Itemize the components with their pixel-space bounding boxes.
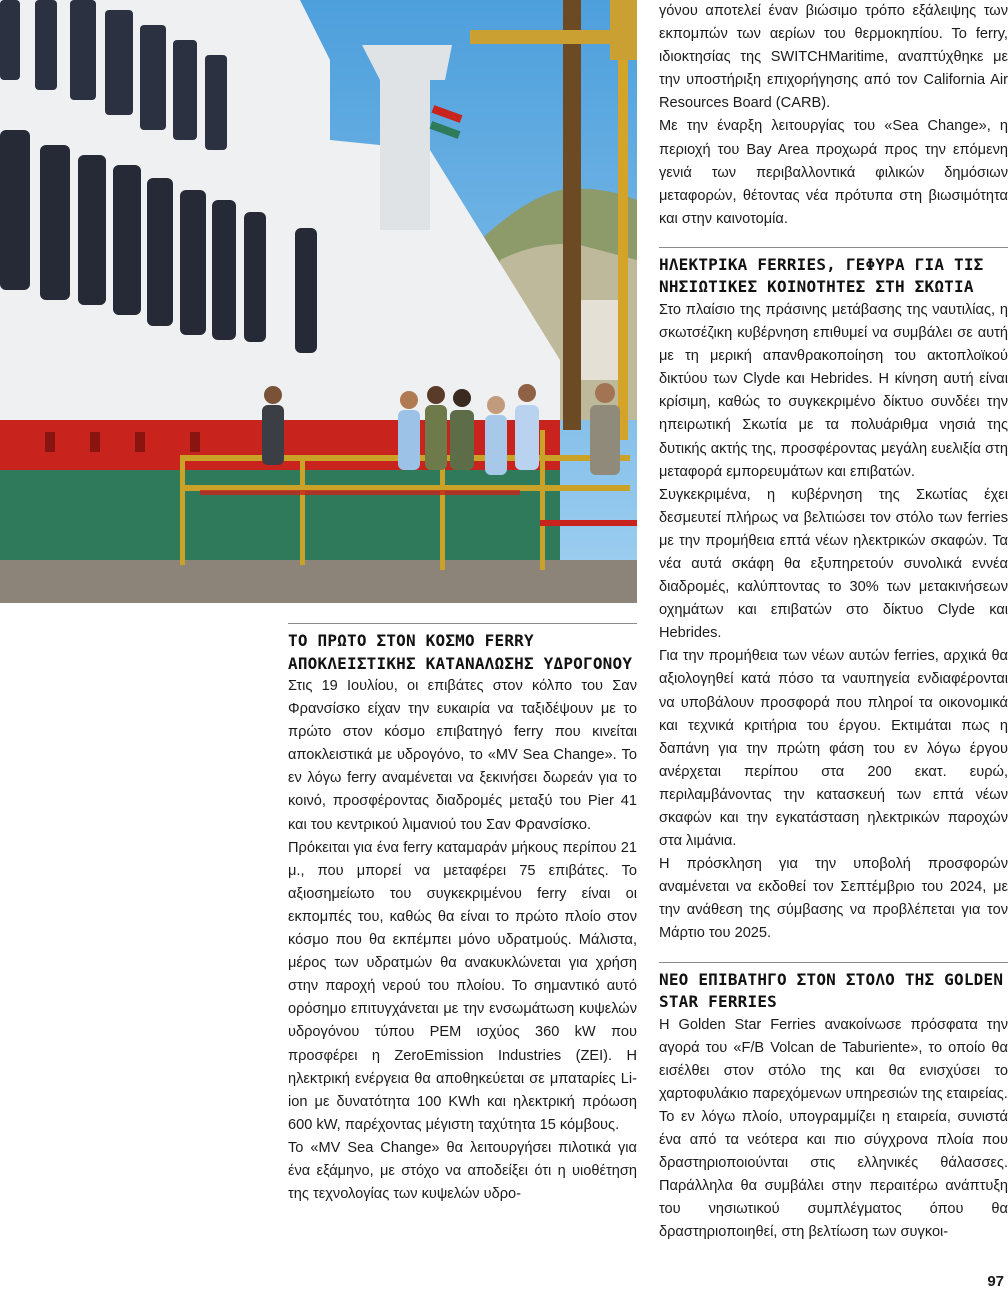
right-column bbox=[659, 0, 1008, 1245]
ferry-shipyard-photo bbox=[0, 0, 637, 603]
hydrogen-paragraph-1: Στις 19 Ιουλίου, οι επιβάτες στον κόλπο του Σαν Φρανσίσκο είχαν την ευκαιρία να ταξιδέψουν με το πρώτο στον κόσμο επιβατηγό ferry που κινείται αποκλειστικά με υδρογόνο, το «MV Sea Change». Το εν λόγω ferry αναμένεται να ξεκινήσει δωρεάν για το κοινό, προσφέροντας διαδρομές μεταξύ του Pier 41 και του κεντρικού λιμανιού του Σαν Φρανσίσκο. bbox=[288, 678, 637, 833]
page-number: 97 bbox=[987, 1273, 1004, 1290]
golden-star-paragraph-2: Το εν λόγω πλοίο, υπογραμμίζει η εταιρεία, συνιστά ένα από τα νεότερα και πιο σύγχρονα πλοία που δραστηριοποιούνται στις ελληνικές θάλασσες. Παράλληλα θα συμβάλει στην περαιτέρω ανάπτυξη του νησιωτικού συμπλέγματος όπου θα δραστηριοποιηθεί, στη βελτίωση των συγκοι- bbox=[659, 1108, 1008, 1241]
hydrogen-paragraph-3: Το «MV Sea Change» θα λειτουργήσει πιλοτικά για ένα εξάμηνο, με στόχο να αποδείξει ότι η υιοθέτηση της τεχνολογίας των κυψελών υδρο- bbox=[288, 1139, 637, 1203]
section-heading-golden-star: ΝΕΟ ΕΠΙΒΑΤΗΓΟ ΣΤΟΝ ΣΤΟΛΟ ΤΗΣ GOLDEN STAR FERRIES bbox=[659, 969, 1004, 1012]
scotland-paragraph-1: Στο πλαίσιο της πράσινης μετάβασης της ναυτιλίας, η σκωτσέζικη κυβέρνηση επιθυμεί να συμβάλει σε αυτή με τη μερική απανθρακοποίηση του ακτοπλοϊκού δικτύου των Clyde και Hebrides. Η κίνηση αυτή είναι κρίσιμη, καθώς το συγκεκριμένο δίκτυο συνδέει την ηπειρωτική Σκωτία με τα πολυάριθμα νησιά της δυτικής ακτής της, προσφέροντας μεγάλη ευελιξία στη μεταφορά εμπορευμάτων και επιβατών. bbox=[659, 301, 1008, 480]
scotland-paragraph-2: Συγκεκριμένα, η κυβέρνηση της Σκωτίας έχει δεσμευτεί πλήρως να βελτιώσει τον στόλο των ferries με την προμήθεια επτά νέων ηλεκτρικών σκαφών. Τα νέα αυτά σκάφη θα εξυπηρετούν συνολικά εννέα διαδρομές, καλύπτοντας το 30% των μετακινήσεων οχημάτων και επιβατών στο δίκτυο Clyde και Hebrides. bbox=[659, 486, 1008, 642]
middle-column bbox=[288, 623, 637, 1206]
scotland-paragraph-3: Για την προμήθεια των νέων αυτών ferries, αρχικά θα αξιολογηθεί κατά πόσο τα ναυπηγεία ενδιαφέρονται να υποβάλουν προσφορά που πληροί τα οικονομικά και τεχνικά κριτήρια του έργου. Εκτιμάται πως η δαπάνη για την πρώτη φάση του εν λόγω έργου ανέρχεται περίπου στα 200 εκατ. ευρώ, περιλαμβάνοντας την κατασκευή των επτά νέων σκαφών και την εγκατάσταση ηλεκτρικών παροχών στα λιμάνια. bbox=[659, 648, 1008, 850]
continued-paragraph: γόνου αποτελεί έναν βιώσιμο τρόπο εξάλειψης των εκπομπών των αερίων του θερμοκηπίου. Το ferry, ιδιοκτησίας της SWITCHMaritime, αναπτύχθηκε με την υποστήριξη επιχορήγησης από τον California Air Resources Board (CARB). bbox=[659, 3, 1008, 112]
hydrogen-paragraph-2: Πρόκειται για ένα ferry καταμαράν μήκους περίπου 21 μ., που μπορεί να μεταφέρει 75 επιβάτες. Το αξιοσημείωτο του συγκεκριμένου ferry είναι οι εκπομπές του, καθώς θα είναι το πρώτο πλοίο στον κόσμο που θα εκπέμπει μόνο υδρατμούς. Μάλιστα, μέρος των υδρατμών θα ανακυκλώνεται για χρήση στην παροχή νερού του πλοίου. Το σημαντικό αυτό ορόσημο επιτυγχάνεται με την ενσωμάτωση κυψελών υδρογόνου τύπου PEM ισχύος 360 kW που προσφέρει η ZeroEmission Industries (ZEI). Η ηλεκτρική ενέργεια θα αποθηκεύεται σε μπαταρίες Li-ion με δυνατότητα 100 KWh και ηλεκτρική πρόωση 600 kW, παρέχοντας μέγιστη ταχύτητα 15 κόμβους. bbox=[288, 839, 637, 1133]
section-divider bbox=[659, 962, 1008, 963]
section-heading-scotland-ferries: ΗΛΕΚΤΡΙΚΑ FERRIES, ΓΕΦΥΡΑ ΓΙΑ ΤΙΣ ΝΗΣΙΩΤΙΚΕΣ ΚΟΙΝΟΤΗΤΕΣ ΣΤΗ ΣΚΩΤΙΑ bbox=[659, 254, 984, 297]
ferry-photo-illustration bbox=[0, 0, 637, 603]
section-divider bbox=[659, 247, 1008, 248]
section-heading-hydrogen-ferry: ΤΟ ΠΡΩΤΟ ΣΤΟΝ ΚΟΣΜΟ FERRY ΑΠΟΚΛΕΙΣΤΙΚΗΣ ΚΑΤΑΝΑΛΩΣΗΣ ΥΔΡΟΓΟΝΟΥ bbox=[288, 631, 633, 673]
golden-star-paragraph-1: Η Golden Star Ferries ανακοίνωσε πρόσφατα την αγορά του «F/B Volcan de Taburiente», το οποίο θα εισέλθει στον στόλο της και θα ενισχύσει το χαρτοφυλάκιο παρεχόμενων υπηρεσιών της εταιρείας. bbox=[659, 1016, 1008, 1102]
section-divider bbox=[288, 623, 637, 624]
scotland-paragraph-4: Η πρόσκληση για την υποβολή προσφορών αναμένεται να εκδοθεί τον Σεπτέμβριο του 2024, με την ανάθεση της σύμβασης να προβλέπεται για τον Μάρτιο του 2025. bbox=[659, 856, 1008, 942]
continued-paragraph-2: Με την έναρξη λειτουργίας του «Sea Change», η περιοχή του Bay Area προχωρά προς την επόμενη γενιά των περιβαλλοντικά φιλικών δημόσιων μεταφορών, θέτοντας νέα πρότυπα στη βιωσιμότητα και στην καινοτομία. bbox=[659, 118, 1008, 227]
